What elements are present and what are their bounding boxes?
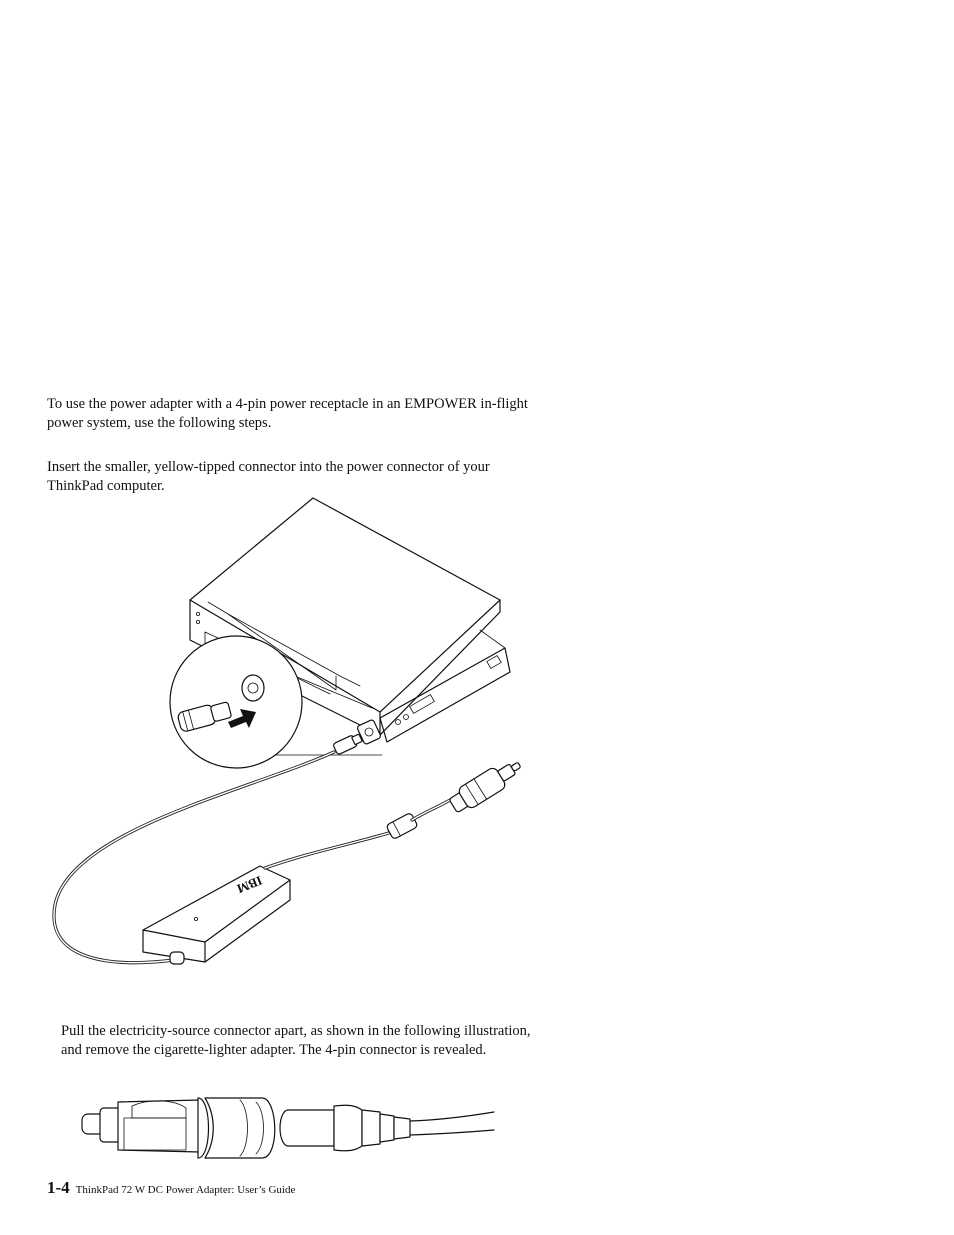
intro-paragraph: To use the power adapter with a 4-pin power receptacle in an EMPOWER in-flight power system, use the following steps. bbox=[47, 396, 528, 431]
connector-cable-upper bbox=[410, 1112, 494, 1121]
four-pin-connector bbox=[280, 1105, 410, 1151]
connector-cable-lower bbox=[410, 1130, 494, 1135]
ibm-logo: IBM bbox=[234, 872, 265, 897]
cigarette-lighter-plug bbox=[447, 755, 526, 817]
step-1-text: Insert the smaller, yellow-tipped connector into the power connector of your ThinkPad computer. bbox=[47, 459, 490, 494]
footer-title: ThinkPad 72 W DC Power Adapter: User’s Guide bbox=[75, 1184, 296, 1196]
laptop-plug bbox=[333, 732, 363, 755]
connector-separation-illustration bbox=[0, 1088, 560, 1178]
page-number: 1-4 bbox=[47, 1178, 70, 1197]
power-adapter-brick bbox=[143, 866, 290, 964]
page-footer bbox=[47, 1178, 295, 1200]
ferrite-bead bbox=[386, 812, 418, 839]
step-2-text: Pull the electricity-source connector apart, as shown in the following illustration, and remove the cigarette-lighter adapter. The 4-pin connector is revealed. bbox=[61, 1023, 531, 1058]
cigarette-lighter-adapter bbox=[82, 1098, 275, 1158]
magnified-connector-detail bbox=[170, 636, 302, 768]
laptop-power-connection-illustration bbox=[0, 490, 560, 980]
